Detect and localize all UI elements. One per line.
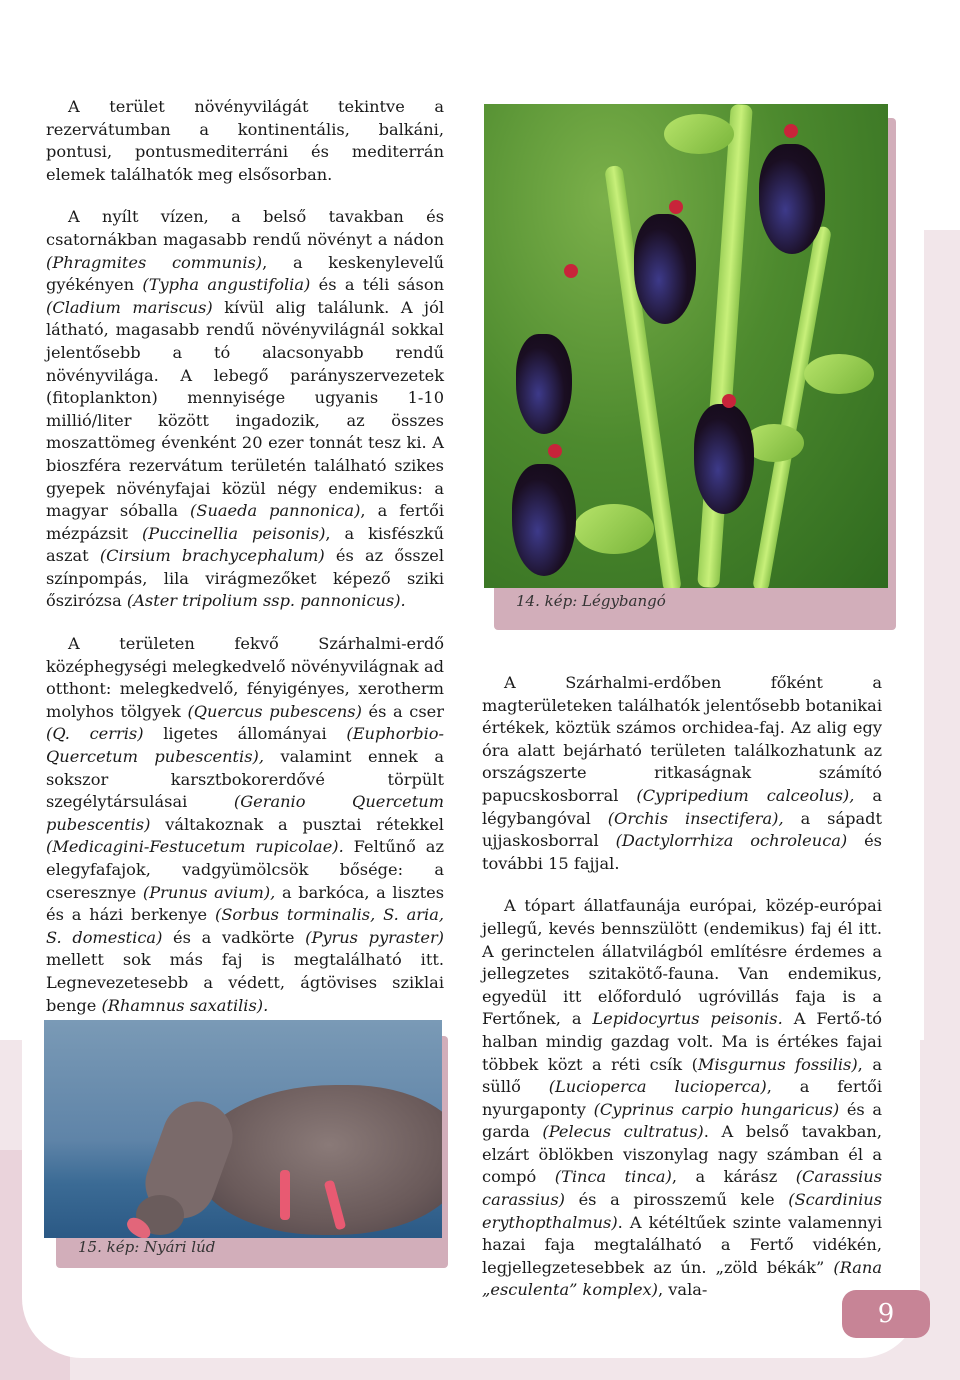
- paragraph: A nyílt vízen, a belső tavakban és csatornákban magasabb rendű növényt a nádon (Phragmites communis), a keskenylevelű gyékényen (Typha angustifolia) és a téli sáson (Cladium mariscus) kívül alig találunk. A jól látható, magasabb rendű növényvilágnál sokkal jelentősebb a tó alacsonyabb rendű növényvilága. A lebegő parányszervezetek (fitoplankton) mennyisége ugyanis 1-10 millió/liter között ingadozik, az összes moszattömeg évenként 20 ezer tonnát tesz ki. A bioszféra rezervátum területén található szikes gyepek növényfajai közül négy endemikus: a magyar sóballa (Suaeda pannonica), a fertői mézpázsit (Puccinellia peisonis), a kisfészkű aszat (Cirsium brachycephalum) és az ősszel színpompás, lila virágmezőket képező sziki őszirózsa (Aster tripolium ssp. pannonicus).: [46, 207, 445, 611]
- paragraph: A tópart állatfaunája európai, közép-európai jellegű, kevés bennszülött (endemikus) faj él itt. A gerinctelen állatvilágból említésre érdemes a jellegzetes szitakötő-fauna. Van endemikus, egyedül itt előforduló ugróvillás faja is a Fertőnek, a Lepidocyrtus peisonis. A Fertő-tó halban mindig gazdag volt. Ma is értékes fajai többek közt a réti csík (Misgurnus fossilis), a süllő (Lucioperca lucioperca), a fertői nyurgaponty (Cyprinus carpio hungaricus) és a garda (Pelecus cultratus). A belső tavakban, elzárt öblökben viszonylag nagy számban él a compó (Tinca tinca), a kárász (Carassius carassius) és a pirosszemű kele (Scardinius erythopthalmus). A kétéltűek szinte valamennyi hazai faja megtalálható a Fertő vidékén, legjellegzetesebbek az ún. „zöld békák” (Rana „esculenta” komplex), vala-: [482, 896, 883, 1300]
- goose-photo: [44, 1020, 442, 1238]
- paragraph: A területen fekvő Szárhalmi-erdő középhegységi melegkedvelő növényvilágnak ad otthont: melegkedvelő, fényigényes, xerotherm molyhos tölgyek (Quercus pubescens) és a cser (Q. cerris) ligetes állományai (Euphorbio-Quercetum pubescentis), valamint ennek a sokszor karsztbokorerdővé törpült szegélytársulásai (Geranio Quercetum pubescentis) váltakoznak a pusztai rétekkel (Medicagini-Festucetum rupicolae). Feltűnő az elegyfafajok, vadgyümölcsök bősége: a cseresznye (Prunus avium), a barkóca, a lisztes és a házi berkenye (Sorbus torminalis, S. aria, S. domestica) és a vadkörte (Pyrus pyraster) mellett sok más faj is megtalálható itt. Legnevezetesebb a védett, ágtövises sziklai benge (Rhamnus saxatilis).: [46, 634, 445, 1015]
- page-number: 9: [842, 1290, 930, 1338]
- goose-caption: 15. kép: Nyári lúd: [78, 1238, 216, 1256]
- right-text-column: [482, 672, 882, 1302]
- paragraph: A terület növényvilágát tekintve a rezervátumban a kontinentális, balkáni, pontusi, pontusmediterráni és mediterrán elemek találhatók meg elsősorban.: [46, 97, 444, 184]
- paragraph: A Szárhalmi-erdőben főként a magterületeken találhatók jelentősebb botanikai értékek, köztük számos orchidea-faj. Az alig egy óra alatt bejárható területen találkozhatunk az országszerte ritkaságnak számító papucskosborral (Cypripedium calceolus), a légybangóval (Orchis insectifera), a sápadt ujjaskosborral (Dactylorrhiza ochroleuca) és további 15 fajjal.: [482, 673, 883, 873]
- orchid-caption: 14. kép: Légybangó: [516, 592, 666, 610]
- left-text-column: [46, 96, 444, 1017]
- orchid-photo: [484, 104, 888, 588]
